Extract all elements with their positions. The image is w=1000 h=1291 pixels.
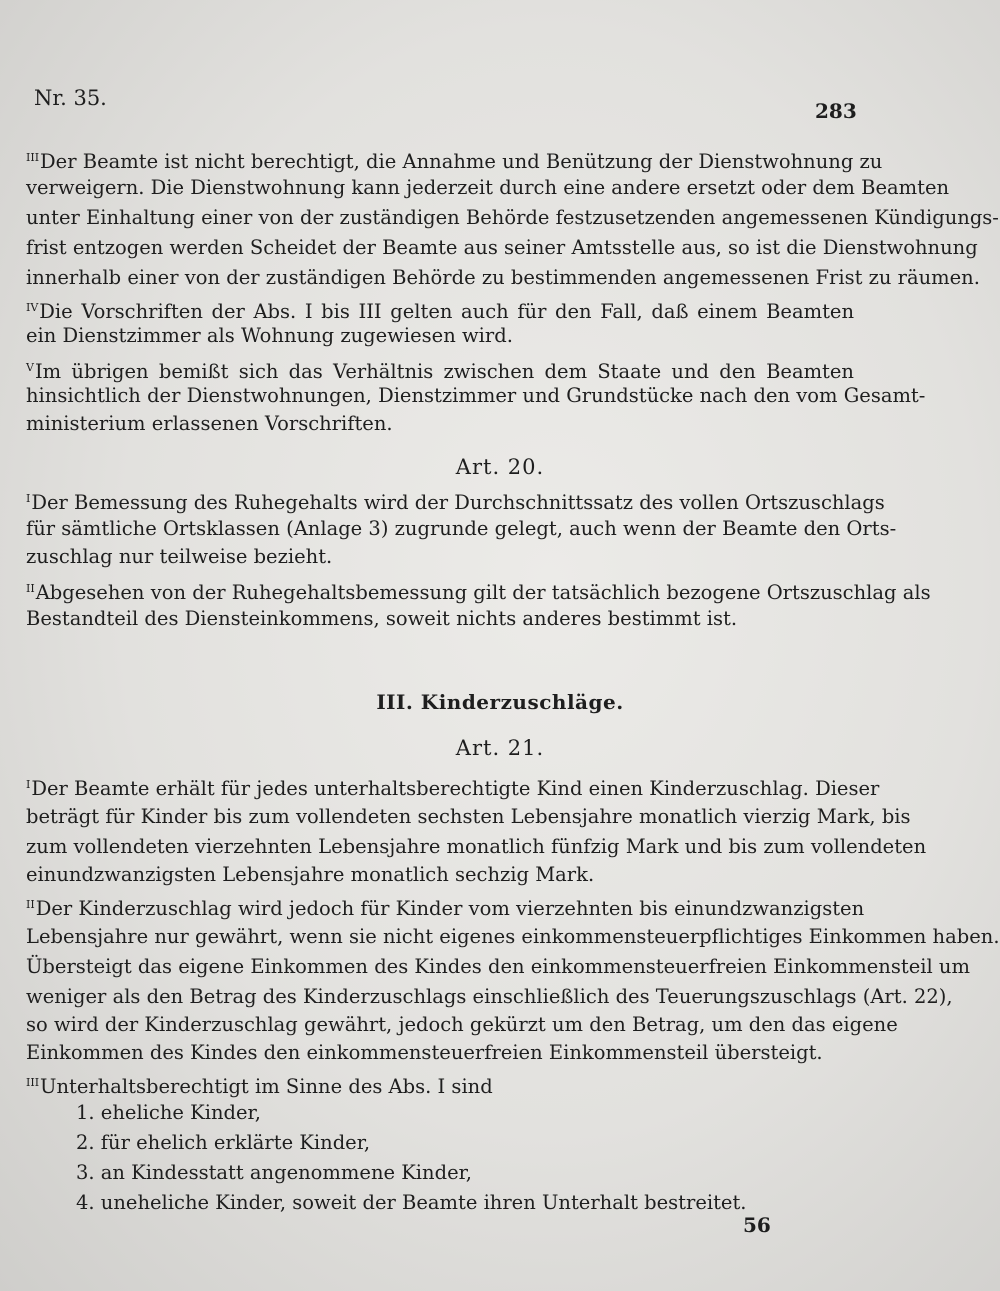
list-item: 3. an Kindesstatt angenommene Kinder, <box>76 1161 473 1184</box>
paragraph-line: verweigern. Die Dienstwohnung kann jederzeit durch eine andere ersetzt oder dem Beamten <box>26 176 950 199</box>
issue-number: Nr. 35. <box>34 86 107 110</box>
paragraph-line: ein Dienstzimmer als Wohnung zugewiesen wird. <box>26 324 513 347</box>
paragraph-mark: I <box>26 492 31 505</box>
paragraph-line: $^{II}$Der Kinderzuschlag wird jedoch für Kinder vom vierzehnten bis einundzwanzigsten <box>26 897 865 920</box>
paragraph-line: Bestandteil des Diensteinkommens, soweit nichts anderes bestimmt ist. <box>26 607 738 630</box>
page-number: 283 <box>815 99 857 123</box>
paragraph-line: zuschlag nur teilweise bezieht. <box>26 545 333 568</box>
paragraph-mark: III <box>26 1076 40 1089</box>
paragraph-line: weniger als den Betrag des Kinderzuschlags einschließlich des Teuerungszuschlags (Art. 22), <box>26 985 953 1008</box>
article-heading: Art. 21. <box>455 736 545 760</box>
paragraph-mark: V <box>26 361 34 374</box>
paragraph-line: $^I$Der Bemessung des Ruhegehalts wird der Durchschnittssatz des vollen Ortszuschlags <box>26 491 885 514</box>
paragraph-line: $^I$Der Beamte erhält für jedes unterhaltsberechtigte Kind einen Kinderzuschlag. Dieser <box>26 777 880 800</box>
list-item: 4. uneheliche Kinder, soweit der Beamte ihren Unterhalt bestreitet. <box>76 1191 747 1214</box>
paragraph-mark: III <box>26 151 40 164</box>
paragraph-mark: I <box>26 778 31 791</box>
paragraph-line: für sämtliche Ortsklassen (Anlage 3) zugrunde gelegt, auch wenn der Beamte den Orts- <box>26 517 897 540</box>
paragraph-line: unter Einhaltung einer von der zuständigen Behörde festzusetzenden angemessenen Kündigungs- <box>26 206 999 229</box>
article-heading: Art. 20. <box>455 455 545 479</box>
paragraph-line: $^{II}$Abgesehen von der Ruhegehaltsbemessung gilt der tatsächlich bezogene Ortszuschlag als <box>26 581 931 604</box>
list-item: 2. für ehelich erklärte Kinder, <box>76 1131 371 1154</box>
paragraph-line: einundzwanzigsten Lebensjahre monatlich sechzig Mark. <box>26 863 595 886</box>
paragraph-line: beträgt für Kinder bis zum vollendeten sechsten Lebensjahre monatlich vierzig Mark, bis <box>26 805 911 828</box>
paragraph-line: $^{III}$Der Beamte ist nicht berechtigt, die Annahme und Benützung der Dienstwohnung zu <box>26 150 883 173</box>
paragraph-line: $^{IV}$Die Vorschriften der Abs. I bis III gelten auch für den Fall, daß einem Beamten <box>26 300 854 323</box>
paragraph-mark: IV <box>26 301 39 314</box>
paragraph-line: Übersteigt das eigene Einkommen des Kindes den einkommensteuerfreien Einkommensteil um <box>26 955 970 978</box>
paragraph-line: frist entzogen werden Scheidet der Beamte aus seiner Amtsstelle aus, so ist die Dienstwohnung <box>26 236 978 259</box>
paragraph-line: hinsichtlich der Dienstwohnungen, Dienstzimmer und Grundstücke nach den vom Gesamt- <box>26 384 926 407</box>
paragraph-line: $^{III}$Unterhaltsberechtigt im Sinne des Abs. I sind <box>26 1075 493 1098</box>
paragraph-line: Lebensjahre nur gewährt, wenn sie nicht eigenes einkommensteuerpflichtiges Einkommen haben. <box>26 925 1000 948</box>
paragraph-line: so wird der Kinderzuschlag gewährt, jedoch gekürzt um den Betrag, um den das eigene <box>26 1013 898 1036</box>
section-heading: III. Kinderzuschläge. <box>376 690 624 714</box>
paragraph-line: innerhalb einer von der zuständigen Behörde zu bestimmenden angemessenen Frist zu räumen. <box>26 266 980 289</box>
paragraph-line: Einkommen des Kindes den einkommensteuerfreien Einkommensteil übersteigt. <box>26 1041 823 1064</box>
paragraph-line: zum vollendeten vierzehnten Lebensjahre monatlich fünfzig Mark und bis zum vollendeten <box>26 835 927 858</box>
paragraph-mark: II <box>26 898 35 911</box>
paragraph-mark: II <box>26 582 35 595</box>
list-item: 1. eheliche Kinder, <box>76 1101 261 1124</box>
signature-number: 56 <box>743 1213 771 1237</box>
paragraph-line: ministerium erlassenen Vorschriften. <box>26 412 393 435</box>
paragraph-line: $^V$Im übrigen bemißt sich das Verhältnis zwischen dem Staate und den Beamten <box>26 360 854 383</box>
